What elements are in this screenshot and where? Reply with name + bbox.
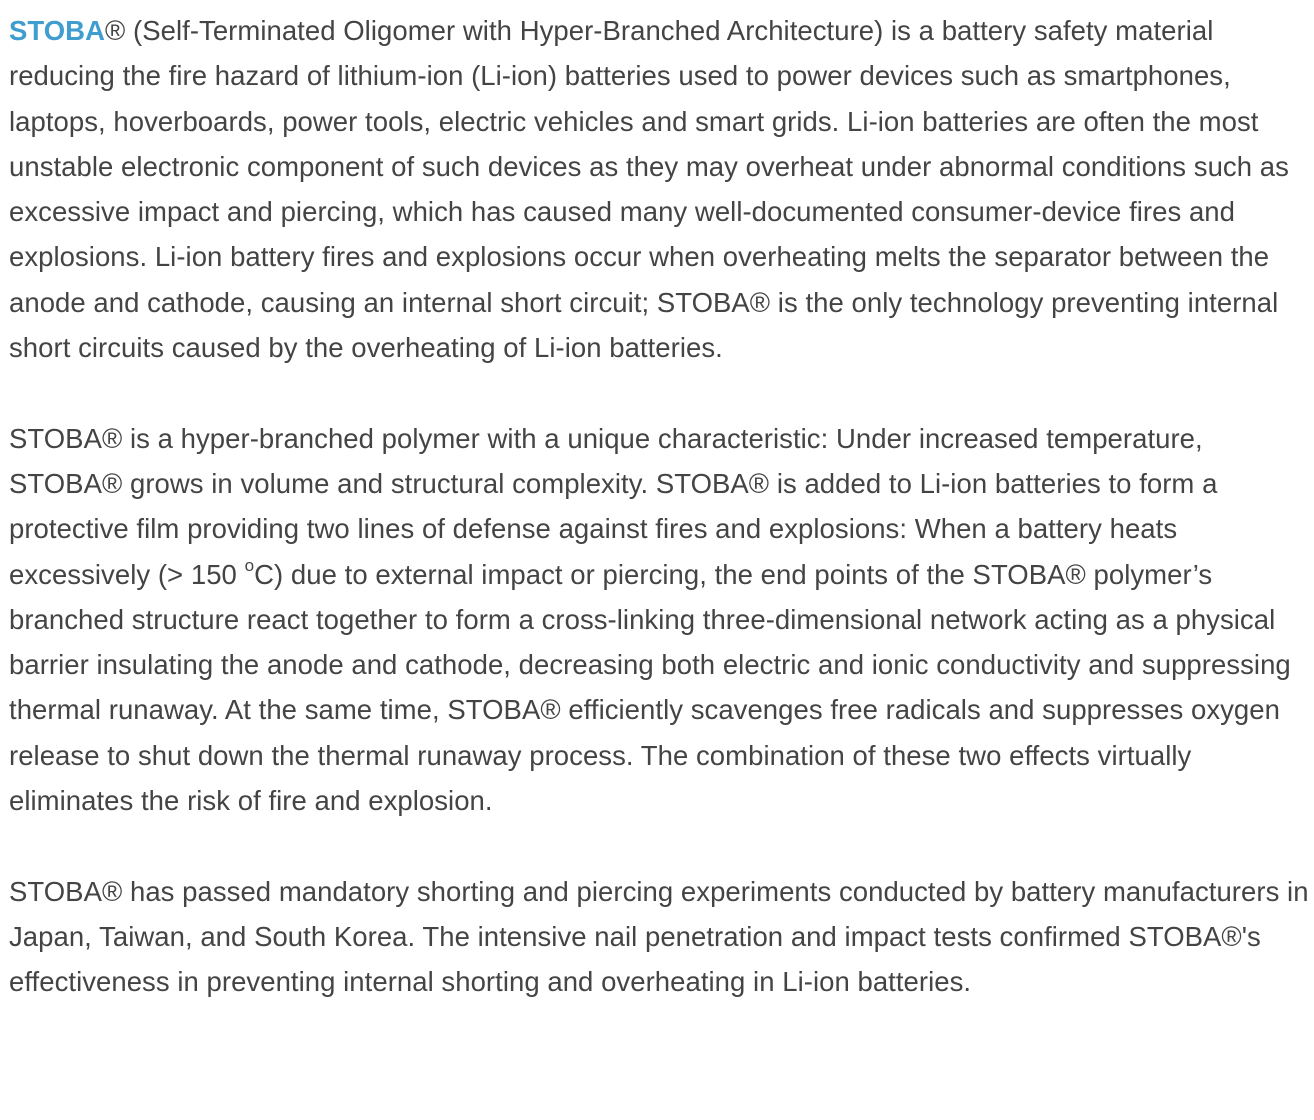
paragraph-mechanism-text-start: STOBA® is a hyper-branched polymer with a unique characteristic: Under increased temperature, STOBA® grows in volume and structural complexity. STOBA® is added to Li-ion batteries to form a protective film providing two lines of defense against fires and explosions: When a battery heats excessively (> 150 [9, 422, 1218, 590]
paragraph-testing-text: STOBA® has passed mandatory shorting and piercing experiments conducted by battery manufacturers in Japan, Taiwan, and South Korea. The intensive nail penetration and impact tests confirmed STOBA®'s effectiveness in preventing internal shorting and overheating in Li-ion batteries. [9, 875, 1309, 998]
paragraph-testing [9, 869, 1314, 1005]
paragraph-mechanism-text-end: C) due to external impact or piercing, the end points of the STOBA® polymer’s branched structure react together to form a cross-linking three-dimensional network acting as a physical barrier insulating the anode and cathode, decreasing both electric and ionic conductivity and suppressing thermal runaway. At the same time, STOBA® efficiently scavenges free radicals and suppresses oxygen release to shut down the thermal runaway process. The combination of these two effects virtually eliminates the risk of fire and explosion. [9, 558, 1291, 817]
article-body [9, 8, 1314, 1005]
paragraph-intro [9, 8, 1314, 370]
stoba-link[interactable]: STOBA [9, 15, 106, 46]
paragraph-mechanism [9, 416, 1314, 824]
degree-superscript: o [244, 555, 255, 575]
paragraph-intro-text: ® (Self-Terminated Oligomer with Hyper-Branched Architecture) is a battery safety material reducing the fire hazard of lithium-ion (Li-ion) batteries used to power devices such as smartphones, laptops, hoverboards, power tools, electric vehicles and smart grids. Li-ion batteries are often the most unstable electronic component of such devices as they may overheat under abnormal conditions such as excessive impact and piercing, which has caused many well-documented consumer-device fires and explosions. Li-ion battery fires and explosions occur when overheating melts the separator between the anode and cathode, causing an internal short circuit; STOBA® is the only technology preventing internal short circuits caused by the overheating of Li-ion batteries. [9, 15, 1289, 364]
